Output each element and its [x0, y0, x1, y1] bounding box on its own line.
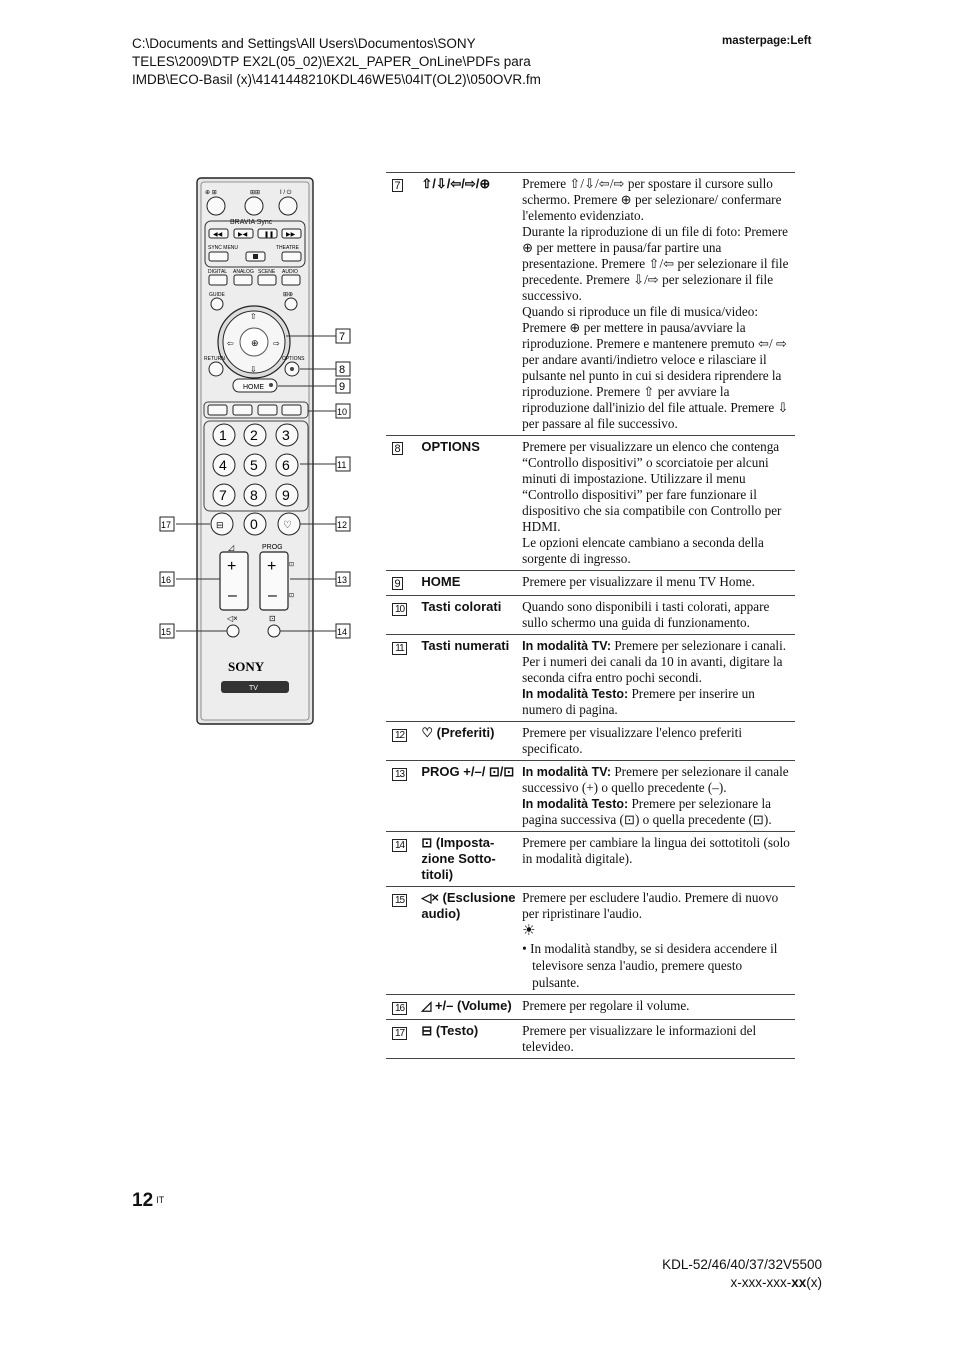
button-description — [522, 436, 795, 571]
svg-text:❚❚: ❚❚ — [264, 232, 275, 238]
description-paragraph — [522, 638, 791, 686]
button-name: ⊟ (Testo) — [421, 1020, 522, 1059]
home-label: HOME — [243, 384, 264, 391]
svg-text:–: – — [268, 587, 277, 604]
button-name: ♡ (Preferiti) — [421, 722, 522, 761]
theatre-label: THEATRE — [276, 245, 299, 251]
description-paragraph — [522, 835, 791, 867]
row-number — [386, 173, 421, 436]
callout-number-box: 10 — [392, 603, 407, 616]
tip-bullet — [522, 940, 791, 991]
button-description — [522, 832, 795, 887]
mode-label: In modalità Testo: — [522, 687, 629, 701]
description-text: Premere per visualizzare l'elenco preferiti specificato. — [522, 725, 742, 756]
button-description — [522, 887, 795, 995]
row-number — [386, 722, 421, 761]
tip-text: In modalità standby, se si desidera accendere il televisore senza l'audio, premere questo pulsante. — [530, 941, 778, 990]
row-number — [386, 635, 421, 722]
description-paragraph — [522, 764, 791, 796]
button-description — [522, 635, 795, 722]
description-paragraph — [522, 439, 791, 535]
button-name: ◁× (Esclusione audio) — [421, 887, 522, 995]
model-line-2 — [662, 1274, 822, 1292]
file-path-header — [132, 35, 652, 89]
callout-number-box: 11 — [392, 642, 407, 655]
row-number — [386, 1020, 421, 1059]
scene-label: SCENE — [258, 269, 276, 275]
remote-control-illustration — [150, 176, 360, 726]
callout-17: 17 — [161, 520, 172, 530]
mode-label: In modalità TV: — [522, 639, 612, 653]
description-text: Premere per regolare il volume. — [522, 998, 690, 1013]
callout-10: 10 — [337, 407, 348, 417]
guide-label: GUIDE — [209, 292, 225, 298]
options-label: OPTIONS — [282, 356, 305, 362]
button-name: HOME — [421, 571, 522, 596]
table-row — [386, 635, 795, 722]
svg-text:▶◀: ▶◀ — [238, 232, 248, 238]
mode-label: In modalità TV: — [522, 765, 612, 779]
button-description-table — [386, 172, 795, 1059]
description-paragraph — [522, 304, 791, 432]
row-number — [386, 436, 421, 571]
callout-number-box: 8 — [392, 442, 403, 455]
description-text: Premere per visualizzare il menu TV Home. — [522, 574, 755, 589]
callout-number-box: 7 — [392, 179, 403, 192]
svg-text:+: + — [267, 558, 277, 575]
svg-text:+: + — [227, 558, 237, 575]
tv-label: TV — [249, 685, 258, 692]
description-paragraph — [522, 535, 791, 567]
svg-text:⇩: ⇩ — [250, 365, 257, 374]
button-name: ⊡ (Imposta-zione Sotto-titoli) — [421, 832, 522, 887]
callout-13: 13 — [337, 575, 348, 585]
description-text: Premere per selezionare la pagina successiva (⊡) o quella precedente (⊡). — [522, 796, 772, 827]
callouts-right — [336, 329, 350, 638]
description-paragraph — [522, 796, 791, 828]
description-paragraph — [522, 224, 791, 304]
button-name: Tasti colorati — [421, 596, 522, 635]
model-line-1: KDL-52/46/40/37/32V5500 — [662, 1257, 822, 1272]
button-name: ⇧/⇩/⇦/⇨/⊕ — [421, 173, 522, 436]
svg-text:⊕: ⊕ — [251, 338, 259, 348]
callout-8: 8 — [339, 364, 346, 376]
button-description — [522, 596, 795, 635]
mode-label: In modalità Testo: — [522, 797, 629, 811]
number-pad — [213, 424, 298, 506]
digit-9: 9 — [282, 487, 290, 503]
svg-text:◿: ◿ — [228, 543, 235, 552]
description-text: Quando si riproduce un file di musica/video: Premere ⊕ per mettere in pausa/avviare la riproduzione. Premere e mantenere premuto ⇦/ ⇨ per andare avanti/indietro veloce e rilasciare il pulsante nel punto in cui si desidera riprendere la riproduzione. Premere ⇧ per avviare la riproduzione dall'inizio del file attuale. Premere ⇩ per passare al file successivo. — [522, 304, 789, 431]
svg-text:⇦: ⇦ — [227, 339, 234, 348]
description-text: Premere per selezionare i canali. Per i numeri dei canali da 10 in avanti, digitare la seconda cifra entro pochi secondi. — [522, 638, 787, 685]
description-paragraph — [522, 725, 791, 757]
table-row — [386, 722, 795, 761]
navigation-pad — [218, 306, 290, 378]
callout-number-box: 17 — [392, 1027, 407, 1040]
callout-number-box: 13 — [392, 768, 407, 781]
callout-12: 12 — [337, 520, 348, 530]
button-name: PROG +/–/ ⊡/⊡ — [421, 761, 522, 832]
callout-14: 14 — [337, 627, 348, 637]
row-number — [386, 596, 421, 635]
path-line-3: IMDB\ECO-Basil (x)\4141448210KDL46WE5\04IT(OL2)\050OVR.fm — [132, 72, 541, 87]
digit-2: 2 — [250, 427, 258, 443]
description-paragraph — [522, 176, 791, 224]
sync-menu-label: SYNC MENU — [208, 245, 239, 251]
svg-text:◀◀: ◀◀ — [213, 232, 223, 238]
button-description — [522, 722, 795, 761]
digit-5: 5 — [250, 457, 258, 473]
digit-3: 3 — [282, 427, 290, 443]
callout-number-box: 9 — [392, 577, 403, 590]
model-code-prefix: x-xxx-xxx- — [730, 1275, 792, 1290]
digit-4: 4 — [219, 457, 227, 473]
masterpage-label: masterpage:Left — [722, 35, 812, 47]
row-number — [386, 571, 421, 596]
row-number — [386, 832, 421, 887]
callout-16: 16 — [161, 575, 172, 585]
svg-text:◁×: ◁× — [227, 614, 238, 623]
callout-9: 9 — [339, 381, 346, 393]
svg-text:⊞⊕: ⊞⊕ — [283, 292, 294, 298]
table-row — [386, 173, 795, 436]
svg-text:⊟: ⊟ — [216, 520, 224, 530]
row-number — [386, 761, 421, 832]
description-paragraph — [522, 599, 791, 631]
page-lang: IT — [156, 1195, 165, 1205]
description-text: Premere per visualizzare le informazioni del televideo. — [522, 1023, 757, 1054]
tip-lightbulb-icon: ☀ — [522, 923, 536, 939]
digit-1: 1 — [219, 427, 227, 443]
callouts-left — [160, 517, 174, 638]
button-name: ◿ +/– (Volume) — [421, 995, 522, 1020]
table-row — [386, 887, 795, 995]
table-row — [386, 436, 795, 571]
table-row — [386, 995, 795, 1020]
analog-label: ANALOG — [233, 269, 254, 275]
description-paragraph — [522, 574, 791, 590]
prog-label: PROG — [262, 544, 283, 551]
digit-6: 6 — [282, 457, 290, 473]
table-row — [386, 1020, 795, 1059]
description-text: Durante la riproduzione di un file di foto: Premere ⊕ per mettere in pausa/far partire una presentazione. Premere ⇧/⇦ per selezionare il file precedente. Premere ⇩/⇨ per selezionare il file successivo. — [522, 224, 789, 303]
callout-number-box: 12 — [392, 729, 407, 742]
bullet-icon: • — [522, 941, 531, 956]
model-code-suffix: (x) — [806, 1275, 822, 1290]
svg-text:⊞⊞: ⊞⊞ — [250, 190, 261, 196]
table-row — [386, 571, 795, 596]
bravia-sync-label: BRAVIA Sync — [230, 219, 273, 226]
svg-text:♡: ♡ — [283, 520, 292, 531]
description-paragraph — [522, 890, 791, 922]
model-info — [662, 1256, 822, 1292]
page-number-value: 12 — [132, 1190, 154, 1211]
svg-text:–: – — [228, 587, 237, 604]
button-description — [522, 761, 795, 832]
description-paragraph — [522, 1023, 791, 1055]
description-text: Premere ⇧/⇩/⇦/⇨ per spostare il cursore sullo schermo. Premere ⊕ per selezionare/ confermare l'elemento evidenziato. — [522, 176, 782, 223]
callout-number-box: 15 — [392, 894, 407, 907]
model-code-bold: xx — [791, 1275, 807, 1290]
sony-logo: SONY — [228, 659, 265, 674]
button-description — [522, 995, 795, 1020]
description-text: Le opzioni elencate cambiano a seconda della sorgente di ingresso. — [522, 535, 764, 566]
callout-11: 11 — [337, 460, 347, 470]
digit-8: 8 — [250, 487, 258, 503]
audio-label: AUDIO — [282, 269, 298, 275]
return-label: RETURN — [204, 356, 225, 362]
row-number — [386, 995, 421, 1020]
callout-number-box: 14 — [392, 839, 407, 852]
table-row — [386, 832, 795, 887]
svg-text:I / ⏻: I / ⏻ — [280, 190, 292, 196]
description-text: Premere per selezionare il canale successivo (+) o quello precedente (–). — [522, 764, 789, 795]
svg-text:⊡: ⊡ — [289, 562, 295, 568]
button-description — [522, 571, 795, 596]
page-number — [132, 1190, 164, 1212]
table-body — [386, 173, 795, 1059]
remote-control-drawing — [150, 176, 360, 726]
button-description — [522, 1020, 795, 1059]
path-line-1: C:\Documents and Settings\All Users\Documentos\SONY — [132, 36, 476, 51]
path-line-2: TELES\2009\DTP EX2L(05_02)\EX2L_PAPER_OnLine\PDFs para — [132, 54, 531, 69]
svg-text:⊡: ⊡ — [269, 614, 276, 623]
svg-text:⊡: ⊡ — [289, 593, 295, 599]
svg-text:⊕ ⊞: ⊕ ⊞ — [205, 190, 217, 196]
callout-7: 7 — [339, 331, 346, 343]
table-row — [386, 761, 795, 832]
description-text: Premere per inserire un numero di pagina. — [522, 686, 755, 717]
description-paragraph — [522, 686, 791, 718]
button-name: OPTIONS — [421, 436, 522, 571]
row-number — [386, 887, 421, 995]
description-paragraph — [522, 998, 791, 1014]
button-description — [522, 173, 795, 436]
description-text: Premere per escludere l'audio. Premere di nuovo per ripristinare l'audio. — [522, 890, 779, 921]
table-row — [386, 596, 795, 635]
digital-label: DIGITAL — [208, 269, 228, 275]
button-name: Tasti numerati — [421, 635, 522, 722]
description-text: Premere per cambiare la lingua dei sottotitoli (solo in modalità digitale). — [522, 835, 790, 866]
description-text: Quando sono disponibili i tasti colorati, appare sullo schermo una guida di funzionamento. — [522, 599, 770, 630]
svg-text:▶▶: ▶▶ — [286, 232, 296, 238]
svg-text:⇨: ⇨ — [273, 339, 280, 348]
description-text: Premere per visualizzare un elenco che contenga “Controllo dispositivi” o scorciatoie per alcuni minuti di impostazione. Utilizzare il menu “Controllo dispositivi” per fare funzionare il dispositivo che sia compatibile con Controllo per HDMI. — [522, 439, 782, 534]
digit-0: 0 — [250, 516, 258, 532]
digit-7: 7 — [219, 487, 227, 503]
callout-number-box: 16 — [392, 1002, 407, 1015]
svg-text:⇧: ⇧ — [250, 312, 257, 321]
callout-15: 15 — [161, 627, 172, 637]
